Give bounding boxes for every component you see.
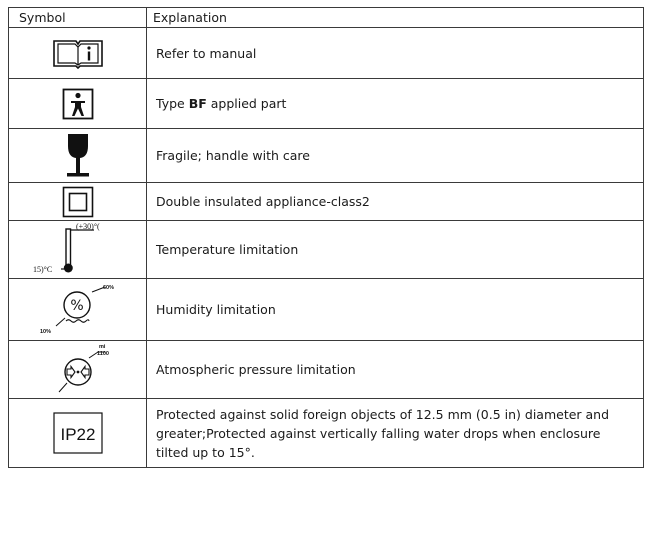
row-explanation: Temperature limitation [147,221,644,279]
fragile-icon [63,133,93,179]
pressure-unit-label: mi [98,343,105,350]
row-explanation: Fragile; handle with care [147,129,644,183]
bf-applied-part-icon [62,88,94,120]
explanation-column-header: Explanation [147,8,644,28]
row-explanation: Protected against solid foreign objects of 12.5 mm (0.5 in) diameter and greater;Protected against vertically falling water drops when enclosure tilted up to 15°. [147,399,644,468]
table-row [9,399,644,468]
table-row [9,79,644,129]
humidity-icon [23,281,133,339]
pressure-icon [23,342,133,398]
symbol-column-header: Symbol [9,8,147,28]
double-insulated-icon [62,186,94,218]
svg-text:%: % [69,297,84,314]
temperature-icon [23,223,133,277]
ip22-label: IP22 [60,425,95,444]
table-row [9,183,644,221]
table-row [9,28,644,79]
table-row [9,129,644,183]
humidity-high-label: 60% [102,284,114,291]
table-row [9,221,644,279]
manual-icon [50,36,106,70]
row-explanation: Humidity limitation [147,279,644,341]
symbol-table [8,7,644,468]
table-row [9,279,644,341]
row-explanation: Atmospheric pressure limitation [147,341,644,399]
ip22-icon [53,412,103,454]
temperature-low-label: 15)°C [32,264,52,274]
pressure-high-label: 1100 [96,350,109,357]
humidity-low-label: 10% [39,328,51,335]
temperature-high-label: (+30)°( [75,222,100,231]
row-explanation: Type BF applied part [147,79,644,129]
table-header-row [9,8,644,28]
row-explanation: Refer to manual [147,28,644,79]
table-row [9,341,644,399]
row-explanation: Double insulated appliance-class2 [147,183,644,221]
